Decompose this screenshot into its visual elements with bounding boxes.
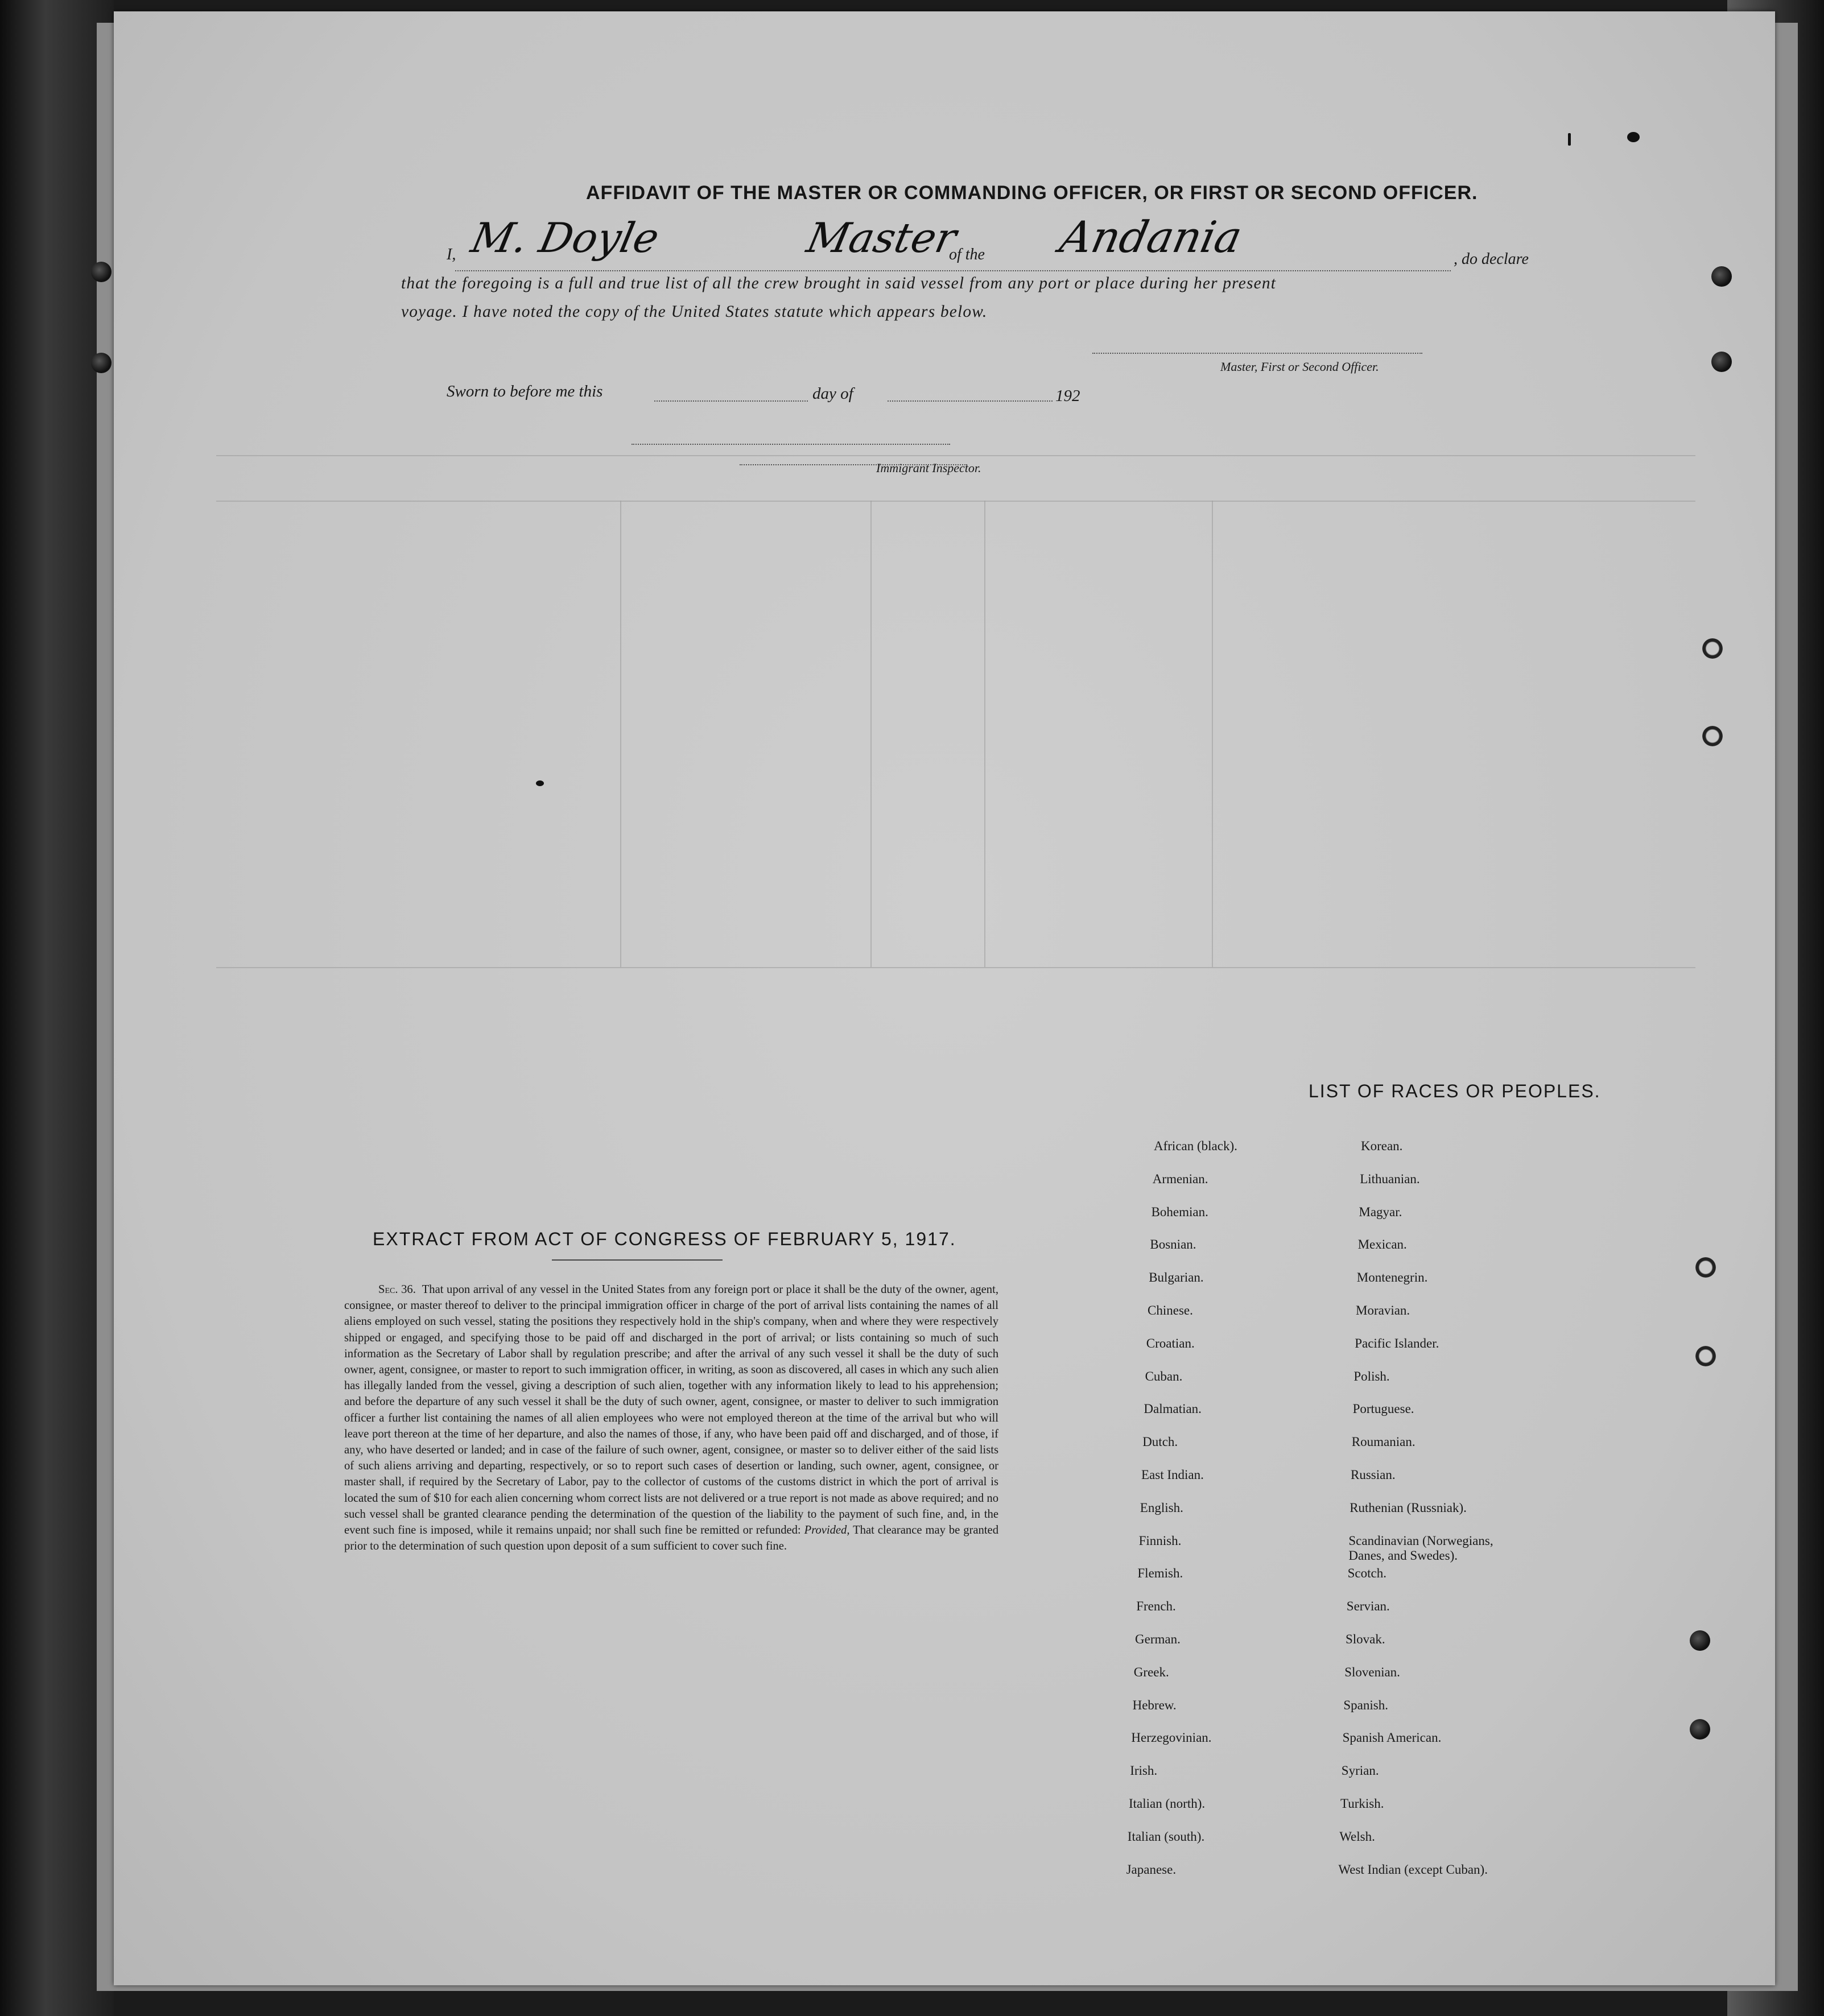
punch-hole: [1695, 1257, 1716, 1278]
statute-text: [344, 1282, 998, 1554]
race-item: Russian.: [1351, 1468, 1396, 1482]
race-item: Irish.: [1130, 1763, 1158, 1778]
race-item: Italian (south).: [1127, 1829, 1205, 1844]
sworn-prefix: Sworn to before me this: [447, 382, 603, 400]
punch-hole: [1702, 726, 1723, 746]
race-item: Slovenian.: [1344, 1664, 1400, 1679]
signature-caption: Master, First or Second Officer.: [1220, 360, 1379, 374]
punch-hole: [1695, 1346, 1716, 1366]
race-item: Scotch.: [1347, 1566, 1386, 1581]
race-item: Dalmatian.: [1144, 1402, 1202, 1416]
race-item: Lithuanian.: [1360, 1171, 1420, 1186]
race-item: Herzegovinian.: [1131, 1730, 1212, 1745]
document-page: [114, 11, 1775, 1985]
race-item: Servian.: [1346, 1599, 1390, 1614]
sworn-day-of: day of: [812, 385, 853, 403]
race-item: Pacific Islander.: [1355, 1336, 1439, 1350]
race-item: Scandinavian (Norwegians, Danes, and Swedes).: [1348, 1533, 1493, 1563]
punch-hole: [1711, 266, 1732, 287]
race-item: Turkish.: [1340, 1796, 1384, 1811]
race-item: Moravian.: [1356, 1303, 1410, 1317]
race-item: East Indian.: [1141, 1468, 1204, 1482]
signature-line: [1092, 353, 1422, 354]
race-item: Portuguese.: [1352, 1402, 1414, 1416]
declarant-line: [455, 270, 1451, 271]
race-item: Spanish American.: [1342, 1730, 1442, 1745]
do-declare-label: , do declare: [1454, 250, 1529, 268]
race-item: Magyar.: [1359, 1204, 1402, 1219]
of-the-label: of the: [949, 246, 985, 263]
punch-hole: [1690, 1719, 1710, 1740]
ink-speck: [1568, 133, 1571, 146]
vessel-name-handwritten: Andania: [1055, 212, 1247, 262]
race-item: Dutch.: [1142, 1435, 1178, 1449]
sworn-month-line: [888, 400, 1053, 402]
race-item: Greek.: [1133, 1664, 1169, 1679]
race-item: Welsh.: [1339, 1829, 1375, 1844]
punch-hole: [91, 353, 112, 373]
race-item: Croatian.: [1146, 1336, 1195, 1350]
bleed-rule: [216, 455, 1695, 456]
inspector-line-1: [632, 444, 950, 445]
race-item: Armenian.: [1152, 1171, 1208, 1186]
punch-hole: [91, 262, 112, 282]
bleed-rule: [620, 501, 621, 967]
statute-provided: Provided,: [804, 1524, 850, 1537]
race-item: Finnish.: [1138, 1533, 1182, 1548]
race-item: Montenegrin.: [1356, 1270, 1428, 1285]
race-item: Japanese.: [1126, 1862, 1177, 1877]
punch-hole: [1711, 352, 1732, 372]
statute-body: That upon arrival of any vessel in the United States from any foreign port or place it shall be the duty of the owner, agent, consignee, or master thereof to deliver to the principal immigration officer in charge of the port of arrival lists containing the names of all aliens employed on such vessel, stating the positions they respectively hold in the ship's company, when and where they were respectively shipped or engaged, and specifying those to be paid off and discharged in the port of arrival; or lists containing so much of such information as the Secretary of Labor shall by regulation prescribe; and after the arrival of any such vessel it shall be the duty of such owner, agent, consignee, or master to report to such immigration officer, in writing, as soon as discovered, all cases in which any such alien has illegally landed from the vessel, giving a description of such alien, together with any information likely to lead to his apprehension; and before the departure of any such vessel it shall be the duty of such owner, agent, consignee, or master to deliver to such immigration officer a further list containing the names of all alien employees who were not employed thereon at the time of the arrival but who will leave port thereon at the time of her departure, and also the names of those, if any, who have been paid off and discharged, and of those, if any, who have deserted or landed; and in case of the failure of such owner, agent, consignee, or master so to deliver either of the said lists of such aliens arriving and departing, respectively, or so to report such cases of desertion or landing, such owner, agent, consignee, or master shall, if required by the Secretary of Labor, pay to the collector of customs of the customs district in which the port of arrival is located the sum of $10 for each alien concerning whom correct lists are not delivered or a true report is not made as above required; and no such vessel shall be granted clearance pending the determination of the question of the liability to the payment of such fine, and, in the event such fine is imposed, while it remains unpaid; nor shall such fine be remitted or refunded:: [344, 1283, 998, 1537]
race-item: Bohemian.: [1151, 1204, 1208, 1219]
race-item: West Indian (except Cuban).: [1338, 1862, 1488, 1877]
race-item: Bulgarian.: [1149, 1270, 1204, 1285]
race-item: Italian (north).: [1129, 1796, 1206, 1811]
race-item: French.: [1136, 1599, 1176, 1614]
ink-speck: [1627, 132, 1640, 142]
bleed-rule: [870, 501, 872, 967]
affidavit-prefix: I,: [447, 246, 456, 263]
extract-title: EXTRACT FROM ACT OF CONGRESS OF FEBRUARY 5, 1917.: [373, 1229, 956, 1249]
master-title-handwritten: Master: [803, 214, 961, 262]
sworn-year: 192: [1055, 387, 1080, 405]
race-item: Hebrew.: [1132, 1697, 1177, 1712]
affidavit-body-line-1: that the foregoing is a full and true list of all the crew brought in said vessel from any port or place during her present: [401, 274, 1277, 292]
race-item: Ruthenian (Russniak).: [1350, 1500, 1467, 1515]
punch-hole: [1702, 638, 1723, 659]
master-name-handwritten: M. Doyle: [467, 214, 663, 262]
bleed-rule: [216, 501, 1695, 502]
race-item: Polish.: [1353, 1369, 1390, 1383]
extract-title-rule: [552, 1259, 723, 1261]
affidavit-title: AFFIDAVIT OF THE MASTER OR COMMANDING OFFICER, OR FIRST OR SECOND OFFICER.: [586, 182, 1478, 204]
race-item: German.: [1135, 1632, 1181, 1646]
punch-hole: [1690, 1630, 1710, 1651]
races-title: LIST OF RACES OR PEOPLES.: [1309, 1081, 1601, 1101]
sworn-day-line: [654, 400, 808, 402]
race-item: Chinese.: [1148, 1303, 1193, 1317]
bleed-rule: [1212, 501, 1213, 967]
race-item: Cuban.: [1145, 1369, 1183, 1383]
bleed-rule: [984, 501, 985, 967]
statute-section-label: Sec. 36.: [378, 1283, 416, 1296]
race-item: Roumanian.: [1351, 1435, 1416, 1449]
inspector-caption: Immigrant Inspector.: [876, 461, 981, 475]
race-item: Slovak.: [1346, 1632, 1385, 1646]
race-item: Spanish.: [1343, 1697, 1388, 1712]
race-item: Mexican.: [1357, 1237, 1407, 1252]
race-item: Bosnian.: [1150, 1237, 1196, 1252]
ink-speck: [536, 780, 544, 786]
bleed-rule: [216, 967, 1695, 968]
affidavit-body-line-2: voyage. I have noted the copy of the United States statute which appears below.: [401, 303, 988, 321]
race-item: Flemish.: [1137, 1566, 1183, 1581]
race-item: English.: [1140, 1500, 1183, 1515]
race-item: African (black).: [1154, 1139, 1237, 1153]
race-item: Korean.: [1361, 1139, 1403, 1153]
statute-body-end: That clearance may be granted prior to the determination of such question upon deposit of a sum sufficient to cover such fine.: [344, 1524, 998, 1553]
race-item: Syrian.: [1341, 1763, 1379, 1778]
